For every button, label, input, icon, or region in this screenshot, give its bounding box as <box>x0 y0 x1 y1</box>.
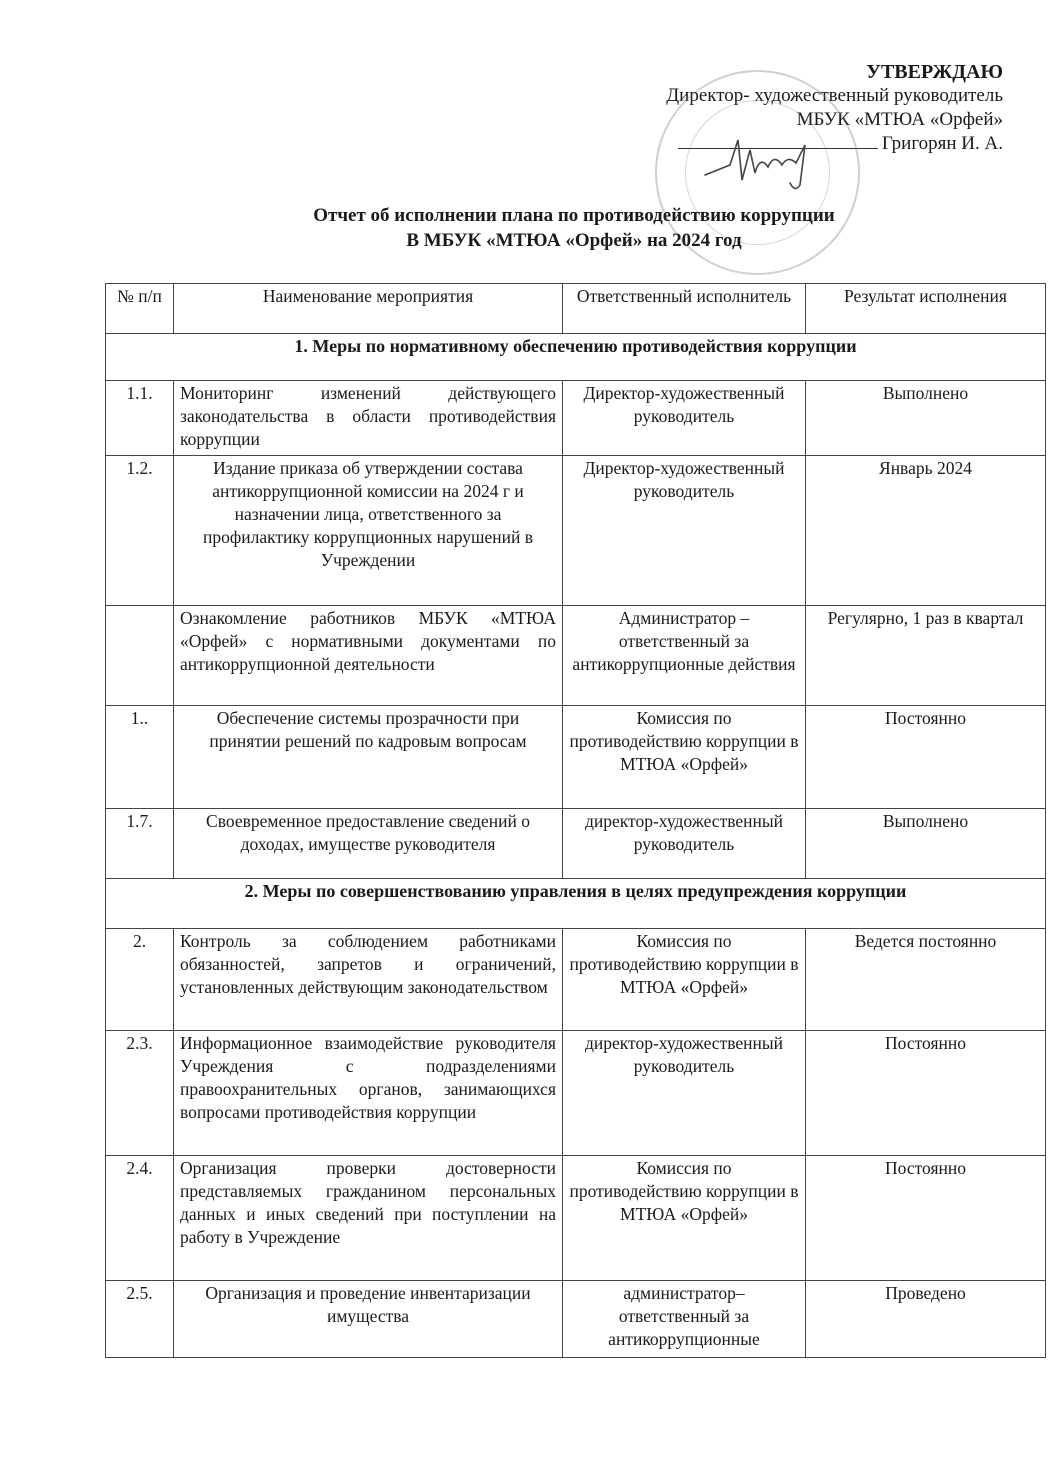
row-num: 2.4. <box>106 1156 174 1281</box>
header-num: № п/п <box>106 284 174 334</box>
approval-signature-row <box>666 132 1003 156</box>
row-num: 1.7. <box>106 809 174 879</box>
row-result: Постоянно <box>806 706 1046 809</box>
row-responsible: директор-художественный руководитель <box>563 1031 806 1156</box>
row-result: Выполнено <box>806 381 1046 456</box>
section-title: 1. Меры по нормативному обеспечению противодействия коррупции <box>106 334 1046 381</box>
approval-signatory: Григорян И. А. <box>881 133 1003 154</box>
row-name: Организация проверки достоверности представляемых гражданином персональных данных и иных сведений при поступлении на работу в Учреждение <box>174 1156 563 1281</box>
row-result: Январь 2024 <box>806 456 1046 606</box>
row-name: Своевременное предоставление сведений о доходах, имуществе руководителя <box>174 809 563 879</box>
table-row <box>106 456 1046 606</box>
section-row <box>106 334 1046 381</box>
table-row <box>106 929 1046 1031</box>
row-result: Проведено <box>806 1281 1046 1358</box>
table-row <box>106 1156 1046 1281</box>
row-responsible: Директор-художественный руководитель <box>563 381 806 456</box>
row-responsible: Комиссия по противодействию коррупции в МТЮА «Орфей» <box>563 1156 806 1281</box>
document-title-line-2: В МБУК «МТЮА «Орфей» на 2024 год <box>406 230 742 251</box>
approval-organization: МБУК «МТЮА «Орфей» <box>796 109 1003 130</box>
row-num: 2. <box>106 929 174 1031</box>
header-responsible: Ответственный исполнитель <box>563 284 806 334</box>
table-row <box>106 381 1046 456</box>
table-row <box>106 606 1046 706</box>
row-num: 2.5. <box>106 1281 174 1358</box>
row-responsible: Комиссия по противодействию коррупции в МТЮА «Орфей» <box>563 929 806 1031</box>
section-row <box>106 879 1046 929</box>
row-name: Контроль за соблюдением работниками обязанностей, запретов и ограничений, установленных действующим законодательством <box>174 929 563 1031</box>
report-table <box>105 283 1046 1358</box>
row-responsible: Администратор – ответственный за антикоррупционные действия <box>563 606 806 706</box>
table-header-row <box>106 284 1046 334</box>
approval-title: УТВЕРЖДАЮ <box>866 61 1003 83</box>
table-row <box>106 809 1046 879</box>
row-num: 1.. <box>106 706 174 809</box>
row-responsible: администратор– ответственный за антикоррупционные <box>563 1281 806 1358</box>
row-num: 1.1. <box>106 381 174 456</box>
row-num <box>106 606 174 706</box>
document-title-line-1: Отчет об исполнении плана по противодействию коррупции <box>313 205 835 226</box>
row-name: Издание приказа об утверждении состава антикоррупционной комиссии на 2024 г и назначении лица, ответственного за профилактику коррупционных нарушений в Учреждении <box>174 456 563 606</box>
table-row <box>106 706 1046 809</box>
header-name: Наименование мероприятия <box>174 284 563 334</box>
row-result: Постоянно <box>806 1031 1046 1156</box>
signature-line <box>678 132 878 149</box>
row-name: Организация и проведение инвентаризации имущества <box>174 1281 563 1358</box>
document-title <box>0 203 1058 253</box>
header-result: Результат исполнения <box>806 284 1046 334</box>
row-name: Мониторинг изменений действующего законодательства в области противодействия коррупции <box>174 381 563 456</box>
row-responsible: Комиссия по противодействию коррупции в МТЮА «Орфей» <box>563 706 806 809</box>
row-result: Выполнено <box>806 809 1046 879</box>
row-num: 1.2. <box>106 456 174 606</box>
row-num: 2.3. <box>106 1031 174 1156</box>
approval-block <box>666 60 1003 156</box>
row-name: Обеспечение системы прозрачности при принятии решений по кадровым вопросам <box>174 706 563 809</box>
row-result: Постоянно <box>806 1156 1046 1281</box>
row-result: Регулярно, 1 раз в квартал <box>806 606 1046 706</box>
row-result: Ведется постоянно <box>806 929 1046 1031</box>
row-name: Информационное взаимодействие руководителя Учреждения с подразделениями правоохранительных органов, занимающихся вопросами противодействия коррупции <box>174 1031 563 1156</box>
section-title: 2. Меры по совершенствованию управления в целях предупреждения коррупции <box>106 879 1046 929</box>
row-responsible: Директор-художественный руководитель <box>563 456 806 606</box>
table-row <box>106 1031 1046 1156</box>
approval-position: Директор- художественный руководитель <box>666 85 1003 106</box>
table-row <box>106 1281 1046 1358</box>
row-name: Ознакомление работников МБУК «МТЮА «Орфей» с нормативными документами по антикоррупционной деятельности <box>174 606 563 706</box>
row-responsible: директор-художественный руководитель <box>563 809 806 879</box>
